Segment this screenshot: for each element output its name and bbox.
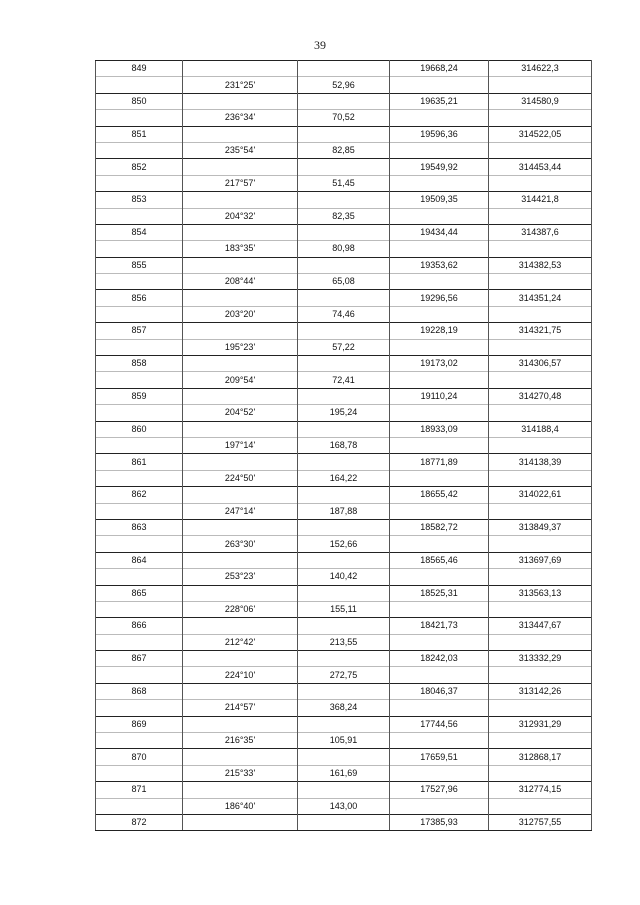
x-cell-empty: [390, 405, 489, 421]
x-cell-empty: [390, 241, 489, 257]
y-cell-empty: [489, 700, 592, 716]
segment-length-cell: 80,98: [298, 241, 390, 257]
angle-cell-empty: [183, 716, 298, 732]
angle-cell-empty: [183, 159, 298, 175]
point-number-cell: 849: [96, 61, 183, 77]
x-cell-empty: [390, 798, 489, 814]
x-cell-empty: [390, 503, 489, 519]
y-coordinate-cell: 314453,44: [489, 159, 592, 175]
x-coordinate-cell: 18421,73: [390, 618, 489, 634]
x-coordinate-cell: 17385,93: [390, 814, 489, 830]
point-number-cell: 862: [96, 487, 183, 503]
segment-length-cell: 143,00: [298, 798, 390, 814]
point-row: [96, 290, 592, 306]
segment-row: [96, 470, 592, 486]
point-number-cell: 851: [96, 126, 183, 142]
x-cell-empty: [390, 274, 489, 290]
y-coordinate-cell: 314351,24: [489, 290, 592, 306]
length-cell-empty: [298, 716, 390, 732]
y-cell-empty: [489, 667, 592, 683]
x-coordinate-cell: 17659,51: [390, 749, 489, 765]
angle-cell-empty: [183, 356, 298, 372]
segment-length-cell: 164,22: [298, 470, 390, 486]
segment-row: [96, 175, 592, 191]
point-cell-empty: [96, 208, 183, 224]
y-coordinate-cell: 314421,8: [489, 192, 592, 208]
length-cell-empty: [298, 93, 390, 109]
point-cell-empty: [96, 733, 183, 749]
angle-cell-empty: [183, 618, 298, 634]
segment-row: [96, 667, 592, 683]
angle-cell-empty: [183, 224, 298, 240]
segment-row: [96, 634, 592, 650]
segment-length-cell: 195,24: [298, 405, 390, 421]
point-number-cell: 863: [96, 519, 183, 535]
point-row: [96, 454, 592, 470]
direction-angle-cell: 186°40': [183, 798, 298, 814]
point-cell-empty: [96, 339, 183, 355]
y-cell-empty: [489, 569, 592, 585]
point-number-cell: 852: [96, 159, 183, 175]
direction-angle-cell: 204°32': [183, 208, 298, 224]
point-row: [96, 814, 592, 830]
x-cell-empty: [390, 667, 489, 683]
angle-cell-empty: [183, 651, 298, 667]
length-cell-empty: [298, 683, 390, 699]
segment-row: [96, 339, 592, 355]
x-cell-empty: [390, 733, 489, 749]
segment-length-cell: 52,96: [298, 77, 390, 93]
y-cell-empty: [489, 405, 592, 421]
y-coordinate-cell: 314188,4: [489, 421, 592, 437]
direction-angle-cell: 209°54': [183, 372, 298, 388]
y-coordinate-cell: 313332,29: [489, 651, 592, 667]
segment-row: [96, 405, 592, 421]
length-cell-empty: [298, 421, 390, 437]
point-cell-empty: [96, 437, 183, 453]
segment-length-cell: 65,08: [298, 274, 390, 290]
x-coordinate-cell: 19296,56: [390, 290, 489, 306]
segment-length-cell: 187,88: [298, 503, 390, 519]
point-cell-empty: [96, 405, 183, 421]
direction-angle-cell: 183°35': [183, 241, 298, 257]
x-coordinate-cell: 18582,72: [390, 519, 489, 535]
segment-length-cell: 368,24: [298, 700, 390, 716]
point-number-cell: 857: [96, 323, 183, 339]
length-cell-empty: [298, 159, 390, 175]
y-cell-empty: [489, 601, 592, 617]
y-coordinate-cell: 312931,29: [489, 716, 592, 732]
y-cell-empty: [489, 110, 592, 126]
point-cell-empty: [96, 274, 183, 290]
x-cell-empty: [390, 339, 489, 355]
point-number-cell: 871: [96, 782, 183, 798]
length-cell-empty: [298, 356, 390, 372]
y-coordinate-cell: 314387,6: [489, 224, 592, 240]
direction-angle-cell: 235°54': [183, 142, 298, 158]
y-coordinate-cell: 313142,26: [489, 683, 592, 699]
point-cell-empty: [96, 798, 183, 814]
angle-cell-empty: [183, 290, 298, 306]
angle-cell-empty: [183, 487, 298, 503]
point-row: [96, 421, 592, 437]
length-cell-empty: [298, 814, 390, 830]
length-cell-empty: [298, 782, 390, 798]
y-coordinate-cell: 312757,55: [489, 814, 592, 830]
x-cell-empty: [390, 536, 489, 552]
x-coordinate-cell: 19635,21: [390, 93, 489, 109]
point-row: [96, 716, 592, 732]
y-coordinate-cell: 313447,67: [489, 618, 592, 634]
point-cell-empty: [96, 503, 183, 519]
segment-length-cell: 82,85: [298, 142, 390, 158]
x-cell-empty: [390, 142, 489, 158]
y-coordinate-cell: 314622,3: [489, 61, 592, 77]
segment-length-cell: 74,46: [298, 306, 390, 322]
point-number-cell: 864: [96, 552, 183, 568]
direction-angle-cell: 216°35': [183, 733, 298, 749]
point-row: [96, 61, 592, 77]
x-cell-empty: [390, 77, 489, 93]
segment-length-cell: 140,42: [298, 569, 390, 585]
point-row: [96, 159, 592, 175]
angle-cell-empty: [183, 126, 298, 142]
x-coordinate-cell: 19596,36: [390, 126, 489, 142]
x-coordinate-cell: 19353,62: [390, 257, 489, 273]
y-coordinate-cell: 314321,75: [489, 323, 592, 339]
point-row: [96, 257, 592, 273]
y-coordinate-cell: 314138,39: [489, 454, 592, 470]
segment-row: [96, 110, 592, 126]
direction-angle-cell: 203°20': [183, 306, 298, 322]
y-coordinate-cell: 313849,37: [489, 519, 592, 535]
direction-angle-cell: 263°30': [183, 536, 298, 552]
point-cell-empty: [96, 175, 183, 191]
x-cell-empty: [390, 470, 489, 486]
segment-length-cell: 161,69: [298, 765, 390, 781]
direction-angle-cell: 228°06': [183, 601, 298, 617]
x-coordinate-cell: 18933,09: [390, 421, 489, 437]
point-row: [96, 585, 592, 601]
point-row: [96, 519, 592, 535]
point-cell-empty: [96, 241, 183, 257]
point-number-cell: 853: [96, 192, 183, 208]
x-coordinate-cell: 19173,02: [390, 356, 489, 372]
y-coordinate-cell: 313697,69: [489, 552, 592, 568]
point-cell-empty: [96, 667, 183, 683]
angle-cell-empty: [183, 552, 298, 568]
point-row: [96, 683, 592, 699]
x-coordinate-cell: 19110,24: [390, 388, 489, 404]
coordinates-table-body: [96, 61, 592, 831]
angle-cell-empty: [183, 388, 298, 404]
direction-angle-cell: 208°44': [183, 274, 298, 290]
x-cell-empty: [390, 700, 489, 716]
x-coordinate-cell: 18242,03: [390, 651, 489, 667]
segment-length-cell: 272,75: [298, 667, 390, 683]
length-cell-empty: [298, 388, 390, 404]
point-row: [96, 388, 592, 404]
x-coordinate-cell: 18565,46: [390, 552, 489, 568]
point-row: [96, 651, 592, 667]
angle-cell-empty: [183, 782, 298, 798]
length-cell-empty: [298, 552, 390, 568]
direction-angle-cell: 253°23': [183, 569, 298, 585]
point-number-cell: 858: [96, 356, 183, 372]
length-cell-empty: [298, 257, 390, 273]
x-cell-empty: [390, 372, 489, 388]
direction-angle-cell: 224°50': [183, 470, 298, 486]
segment-row: [96, 372, 592, 388]
segment-length-cell: 82,35: [298, 208, 390, 224]
direction-angle-cell: 231°25': [183, 77, 298, 93]
segment-row: [96, 569, 592, 585]
x-cell-empty: [390, 306, 489, 322]
segment-row: [96, 536, 592, 552]
segment-length-cell: 57,22: [298, 339, 390, 355]
y-coordinate-cell: 314022,61: [489, 487, 592, 503]
point-number-cell: 861: [96, 454, 183, 470]
point-row: [96, 487, 592, 503]
point-number-cell: 870: [96, 749, 183, 765]
x-coordinate-cell: 17744,56: [390, 716, 489, 732]
y-cell-empty: [489, 798, 592, 814]
point-number-cell: 872: [96, 814, 183, 830]
x-cell-empty: [390, 175, 489, 191]
length-cell-empty: [298, 126, 390, 142]
direction-angle-cell: 215°33': [183, 765, 298, 781]
x-coordinate-cell: 19668,24: [390, 61, 489, 77]
segment-length-cell: 168,78: [298, 437, 390, 453]
y-cell-empty: [489, 142, 592, 158]
x-coordinate-cell: 18655,42: [390, 487, 489, 503]
direction-angle-cell: 214°57': [183, 700, 298, 716]
angle-cell-empty: [183, 323, 298, 339]
point-cell-empty: [96, 536, 183, 552]
y-coordinate-cell: 314270,48: [489, 388, 592, 404]
y-cell-empty: [489, 733, 592, 749]
y-cell-empty: [489, 175, 592, 191]
point-cell-empty: [96, 700, 183, 716]
angle-cell-empty: [183, 585, 298, 601]
point-cell-empty: [96, 634, 183, 650]
y-cell-empty: [489, 634, 592, 650]
length-cell-empty: [298, 585, 390, 601]
y-cell-empty: [489, 765, 592, 781]
point-cell-empty: [96, 372, 183, 388]
point-row: [96, 618, 592, 634]
y-coordinate-cell: 313563,13: [489, 585, 592, 601]
point-number-cell: 860: [96, 421, 183, 437]
direction-angle-cell: 247°14': [183, 503, 298, 519]
point-number-cell: 869: [96, 716, 183, 732]
point-row: [96, 749, 592, 765]
point-cell-empty: [96, 110, 183, 126]
segment-row: [96, 798, 592, 814]
y-coordinate-cell: 314522,05: [489, 126, 592, 142]
y-coordinate-cell: 314382,53: [489, 257, 592, 273]
point-number-cell: 855: [96, 257, 183, 273]
segment-length-cell: 72,41: [298, 372, 390, 388]
angle-cell-empty: [183, 61, 298, 77]
length-cell-empty: [298, 487, 390, 503]
point-number-cell: 850: [96, 93, 183, 109]
y-coordinate-cell: 314306,57: [489, 356, 592, 372]
segment-length-cell: 51,45: [298, 175, 390, 191]
point-cell-empty: [96, 470, 183, 486]
length-cell-empty: [298, 618, 390, 634]
direction-angle-cell: 236°34': [183, 110, 298, 126]
page-number: 39: [314, 38, 326, 52]
segment-row: [96, 306, 592, 322]
point-row: [96, 323, 592, 339]
y-coordinate-cell: 314580,9: [489, 93, 592, 109]
segment-row: [96, 601, 592, 617]
y-cell-empty: [489, 470, 592, 486]
x-coordinate-cell: 19509,35: [390, 192, 489, 208]
x-cell-empty: [390, 634, 489, 650]
x-coordinate-cell: 17527,96: [390, 782, 489, 798]
point-number-cell: 859: [96, 388, 183, 404]
point-row: [96, 552, 592, 568]
y-cell-empty: [489, 503, 592, 519]
angle-cell-empty: [183, 519, 298, 535]
point-row: [96, 224, 592, 240]
segment-row: [96, 733, 592, 749]
x-coordinate-cell: 18525,31: [390, 585, 489, 601]
direction-angle-cell: 204°52': [183, 405, 298, 421]
x-coordinate-cell: 19434,44: [390, 224, 489, 240]
y-cell-empty: [489, 372, 592, 388]
segment-row: [96, 274, 592, 290]
x-cell-empty: [390, 208, 489, 224]
point-cell-empty: [96, 142, 183, 158]
y-cell-empty: [489, 77, 592, 93]
x-cell-empty: [390, 437, 489, 453]
angle-cell-empty: [183, 683, 298, 699]
x-cell-empty: [390, 110, 489, 126]
y-cell-empty: [489, 274, 592, 290]
segment-row: [96, 700, 592, 716]
segment-length-cell: 70,52: [298, 110, 390, 126]
y-cell-empty: [489, 306, 592, 322]
direction-angle-cell: 195°23': [183, 339, 298, 355]
point-number-cell: 856: [96, 290, 183, 306]
point-row: [96, 126, 592, 142]
point-number-cell: 854: [96, 224, 183, 240]
length-cell-empty: [298, 290, 390, 306]
angle-cell-empty: [183, 814, 298, 830]
point-row: [96, 356, 592, 372]
length-cell-empty: [298, 323, 390, 339]
angle-cell-empty: [183, 749, 298, 765]
y-coordinate-cell: 312774,15: [489, 782, 592, 798]
point-number-cell: 868: [96, 683, 183, 699]
x-coordinate-cell: 19228,19: [390, 323, 489, 339]
point-cell-empty: [96, 765, 183, 781]
angle-cell-empty: [183, 421, 298, 437]
y-cell-empty: [489, 339, 592, 355]
angle-cell-empty: [183, 257, 298, 273]
y-coordinate-cell: 312868,17: [489, 749, 592, 765]
angle-cell-empty: [183, 454, 298, 470]
segment-length-cell: 213,55: [298, 634, 390, 650]
point-number-cell: 867: [96, 651, 183, 667]
segment-row: [96, 241, 592, 257]
point-cell-empty: [96, 77, 183, 93]
point-cell-empty: [96, 569, 183, 585]
length-cell-empty: [298, 651, 390, 667]
segment-length-cell: 155,11: [298, 601, 390, 617]
length-cell-empty: [298, 454, 390, 470]
coordinates-table: [95, 60, 592, 831]
point-number-cell: 865: [96, 585, 183, 601]
point-row: [96, 782, 592, 798]
segment-row: [96, 208, 592, 224]
y-cell-empty: [489, 536, 592, 552]
segment-row: [96, 765, 592, 781]
length-cell-empty: [298, 192, 390, 208]
direction-angle-cell: 217°57': [183, 175, 298, 191]
length-cell-empty: [298, 519, 390, 535]
segment-row: [96, 503, 592, 519]
angle-cell-empty: [183, 93, 298, 109]
length-cell-empty: [298, 749, 390, 765]
y-cell-empty: [489, 241, 592, 257]
point-row: [96, 192, 592, 208]
point-row: [96, 93, 592, 109]
x-cell-empty: [390, 569, 489, 585]
segment-row: [96, 437, 592, 453]
x-cell-empty: [390, 765, 489, 781]
x-coordinate-cell: 18771,89: [390, 454, 489, 470]
length-cell-empty: [298, 224, 390, 240]
y-cell-empty: [489, 208, 592, 224]
segment-length-cell: 152,66: [298, 536, 390, 552]
point-number-cell: 866: [96, 618, 183, 634]
x-coordinate-cell: 19549,92: [390, 159, 489, 175]
point-cell-empty: [96, 306, 183, 322]
segment-row: [96, 142, 592, 158]
direction-angle-cell: 197°14': [183, 437, 298, 453]
segment-row: [96, 77, 592, 93]
angle-cell-empty: [183, 192, 298, 208]
y-cell-empty: [489, 437, 592, 453]
length-cell-empty: [298, 61, 390, 77]
direction-angle-cell: 224°10': [183, 667, 298, 683]
direction-angle-cell: 212°42': [183, 634, 298, 650]
point-cell-empty: [96, 601, 183, 617]
segment-length-cell: 105,91: [298, 733, 390, 749]
x-cell-empty: [390, 601, 489, 617]
x-coordinate-cell: 18046,37: [390, 683, 489, 699]
